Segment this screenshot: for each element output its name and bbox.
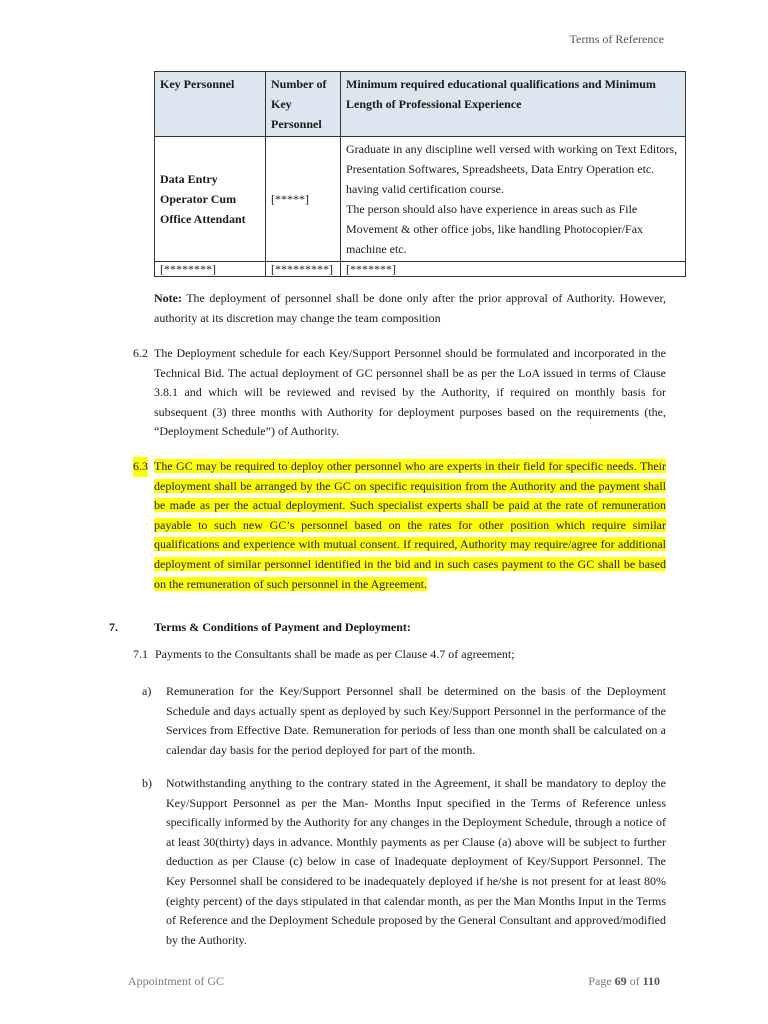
qualification-line-2: The person should also have experience in areas such as File Movement & other office jobs, like handling Photocopier/Fax machine etc.: [346, 202, 644, 256]
clause-number: 7.1: [133, 647, 148, 661]
section-heading-7: [109, 620, 411, 635]
list-item-b: [142, 774, 666, 950]
section-title: Terms & Conditions of Payment and Deployment:: [154, 620, 411, 634]
section-number: 7.: [109, 620, 118, 634]
page-current: 69: [614, 974, 627, 988]
list-marker: a): [142, 684, 152, 698]
list-item-a: [142, 682, 666, 760]
cell-placeholder: [*********]: [266, 262, 341, 277]
clause-number: 6.2: [133, 346, 148, 360]
header-number: Number of Key Personnel: [266, 72, 341, 137]
clause-text: The Deployment schedule for each Key/Support Personnel should be formulated and incorporated in the Technical Bid. The actual deployment of GC personnel shall be as per the LoA issued in terms of Clause 3.8.1 and which will be reviewed and revised by the Authority, if required on monthly basis for subsequent (3) three months with Authority for deployment purposes based on the requirements (the, “Deployment Schedule”) of Authority.: [154, 346, 666, 439]
personnel-table: [154, 71, 686, 277]
header-key-personnel: Key Personnel: [155, 72, 266, 137]
list-marker: b): [142, 776, 152, 790]
clause-text-highlighted: The GC may be required to deploy other personnel who are experts in their field for specific needs. Their deployment shall be arranged by the GC on specific requisition from the Authority and the payment shall be made as per the actual deployment. Such specialist experts shall be paid at the rate of remuneration payable to such new GC’s personnel based on the rates for other position which require similar qualifications and experience with mutual consent. If required, Authority may require/agree for additional deployment of similar personnel identified in the bid and in such cases payment to the GC shall be based on the remuneration of such personnel in the Agreement.: [154, 459, 666, 591]
clause-6-2: [133, 344, 666, 442]
note-label: Note:: [154, 291, 182, 305]
cell-role: Data Entry Operator Cum Office Attendant: [155, 137, 266, 262]
page-prefix: Page: [588, 974, 615, 988]
footer-document-title: Appointment of GC: [128, 974, 224, 988]
note-paragraph: [154, 288, 666, 328]
running-header: Terms of Reference: [569, 32, 664, 46]
cell-count: [*****]: [266, 137, 341, 262]
table-row: [155, 262, 686, 277]
page-number: [588, 974, 660, 989]
list-item-text: Remuneration for the Key/Support Personnel shall be determined on the basis of the Deployment Schedule and days actually spent as deployed by such Key/Support Personnel in the performance of the Services from Effective Date. Remuneration for periods of less than one month shall be calculated on a calendar day basis for the period deployed for part of the month.: [166, 684, 666, 757]
clause-7-1: [133, 647, 515, 662]
table-row: [155, 137, 686, 262]
clause-text: Payments to the Consultants shall be made as per Clause 4.7 of agreement;: [155, 647, 515, 661]
cell-placeholder: [********]: [155, 262, 266, 277]
note-text: The deployment of personnel shall be done only after the prior approval of Authority. However, authority at its discretion may change the team composition: [154, 291, 666, 325]
cell-qualifications: [341, 137, 686, 262]
cell-placeholder: [*******]: [341, 262, 686, 277]
clause-6-3: [133, 457, 666, 594]
table-header-row: [155, 72, 686, 137]
page-of: of: [626, 974, 643, 988]
clause-number: 6.3: [133, 457, 148, 477]
header-qualifications: Minimum required educational qualifications and Minimum Length of Professional Experience: [341, 72, 686, 137]
list-item-text: Notwithstanding anything to the contrary stated in the Agreement, it shall be mandatory to deploy the Key/Support Personnel as per the Man- Months Input specified in the Terms of Reference unless specifically informed by the Authority for any changes in the Deployment Schedule, through a notice of at least 30(thirty) days in advance. Monthly payments as per Clause (a) above will be subject to further deduction as per Clause (c) below in case of Inadequate deployment of Key/Support Personnel. The Key Personnel shall be considered to be inadequately deployed if he/she is not present for at least 80% (eighty percent) of the days stipulated in that calendar month, as per the Man Months Input in the Terms of Reference and the Deployment Schedule proposed by the General Consultant and approved/modified by the Authority.: [166, 776, 666, 947]
page-total: 110: [642, 974, 660, 988]
qualification-line-1: Graduate in any discipline well versed with working on Text Editors, Presentation Softwares, Spreadsheets, Data Entry Operation etc. having valid certification course.: [346, 142, 678, 196]
